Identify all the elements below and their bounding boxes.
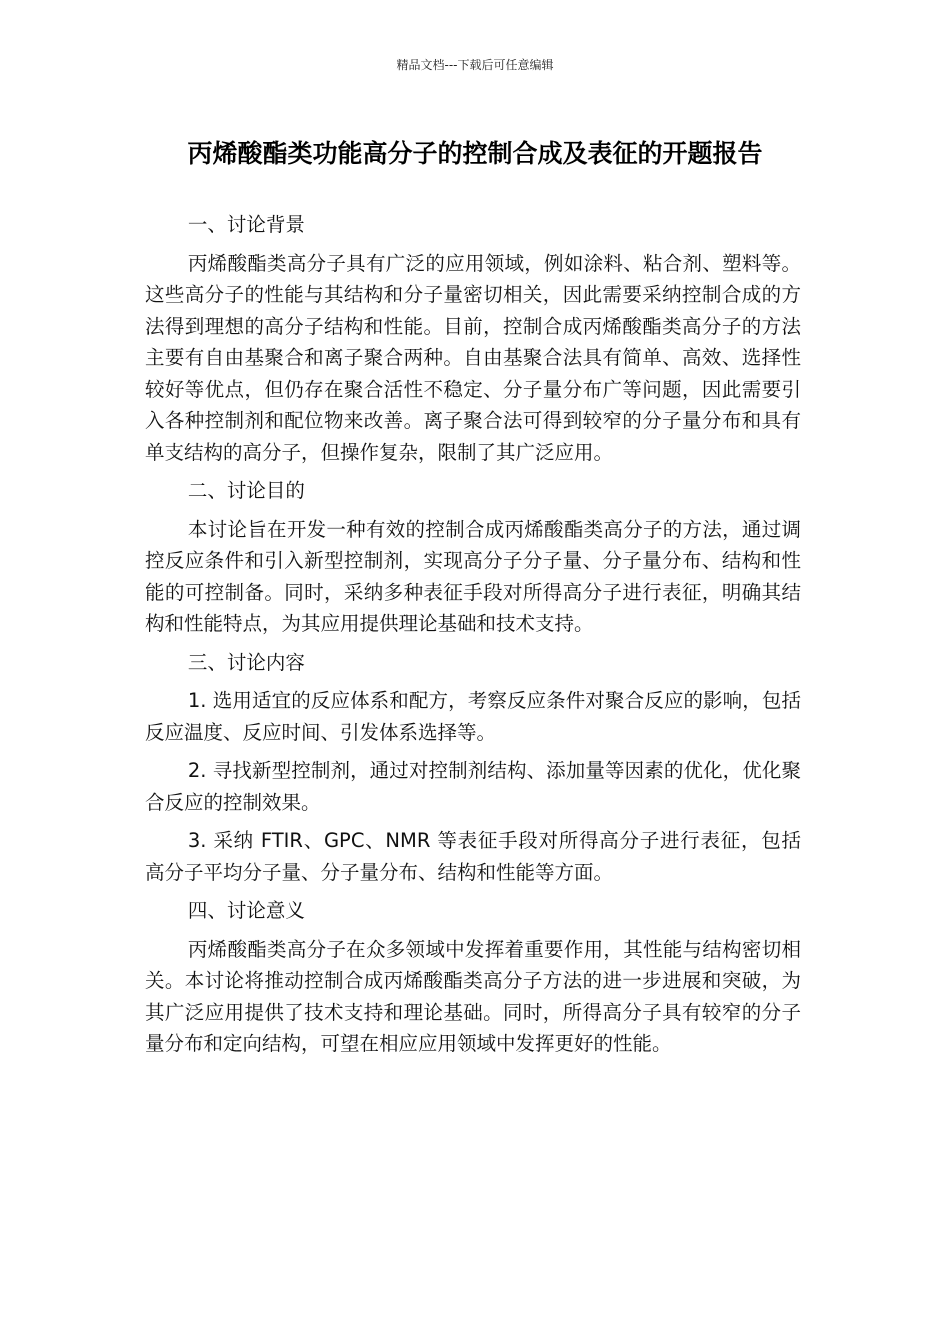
section-heading-significance: 四、讨论意义 <box>187 899 305 922</box>
section-heading-content: 三、讨论内容 <box>187 650 305 674</box>
paragraph-background: 丙烯酸酯类高分子具有广泛的应用领域，例如涂料、粘合剂、塑料等。这些高分子的性能与其结构和分子量密切相关，因此需要采纳控制合成的方法得到理想的高分子结构和性能。目前，控制合成丙烯酸酯类高分子的方法主要有自由基聚合和离子聚合两种。自由基聚合法具有简单、高效、选择性较好等优点，但仍存在聚合活性不稳定、分子量分布广等问题，因此需要引入各种控制剂和配位物来改善。离子聚合法可得到较窄的分子量分布和具有单支结构的高分子，但操作复杂，限制了其广泛应用。 <box>145 251 801 464</box>
page-header: 精品文档---下载后可任意编辑 <box>396 58 554 72</box>
document-title: 丙烯酸酯类功能高分子的控制合成及表征的开题报告 <box>187 139 763 168</box>
section-heading-background: 一、讨论背景 <box>187 213 305 236</box>
content-item-1: 1. 选用适宜的反应体系和配方，考察反应条件对聚合反应的影响，包括反应温度、反应时间、引发体系选择等。 <box>145 689 801 744</box>
document-body <box>145 209 801 1067</box>
paragraph-purpose: 本讨论旨在开发一种有效的控制合成丙烯酸酯类高分子的方法，通过调控反应条件和引入新型控制剂，实现高分子分子量、分子量分布、结构和性能的可控制备。同时，采纳多种表征手段对所得高分子进行表征，明确其结构和性能特点，为其应用提供理论基础和技术支持。 <box>145 517 801 635</box>
content-item-2: 2. 寻找新型控制剂，通过对控制剂结构、添加量等因素的优化，优化聚合反应的控制效果。 <box>145 759 801 814</box>
content-item-3: 3. 采纳 FTIR、GPC、NMR 等表征手段对所得高分子进行表征，包括高分子平均分子量、分子量分布、结构和性能等方面。 <box>145 829 801 884</box>
section-heading-purpose: 二、讨论目的 <box>187 479 305 502</box>
paragraph-significance: 丙烯酸酯类高分子在众多领域中发挥着重要作用，其性能与结构密切相关。本讨论将推动控制合成丙烯酸酯类高分子方法的进一步进展和突破，为其广泛应用提供了技术支持和理论基础。同时，所得高分子具有较窄的分子量分布和定向结构，可望在相应应用领域中发挥更好的性能。 <box>145 937 801 1055</box>
